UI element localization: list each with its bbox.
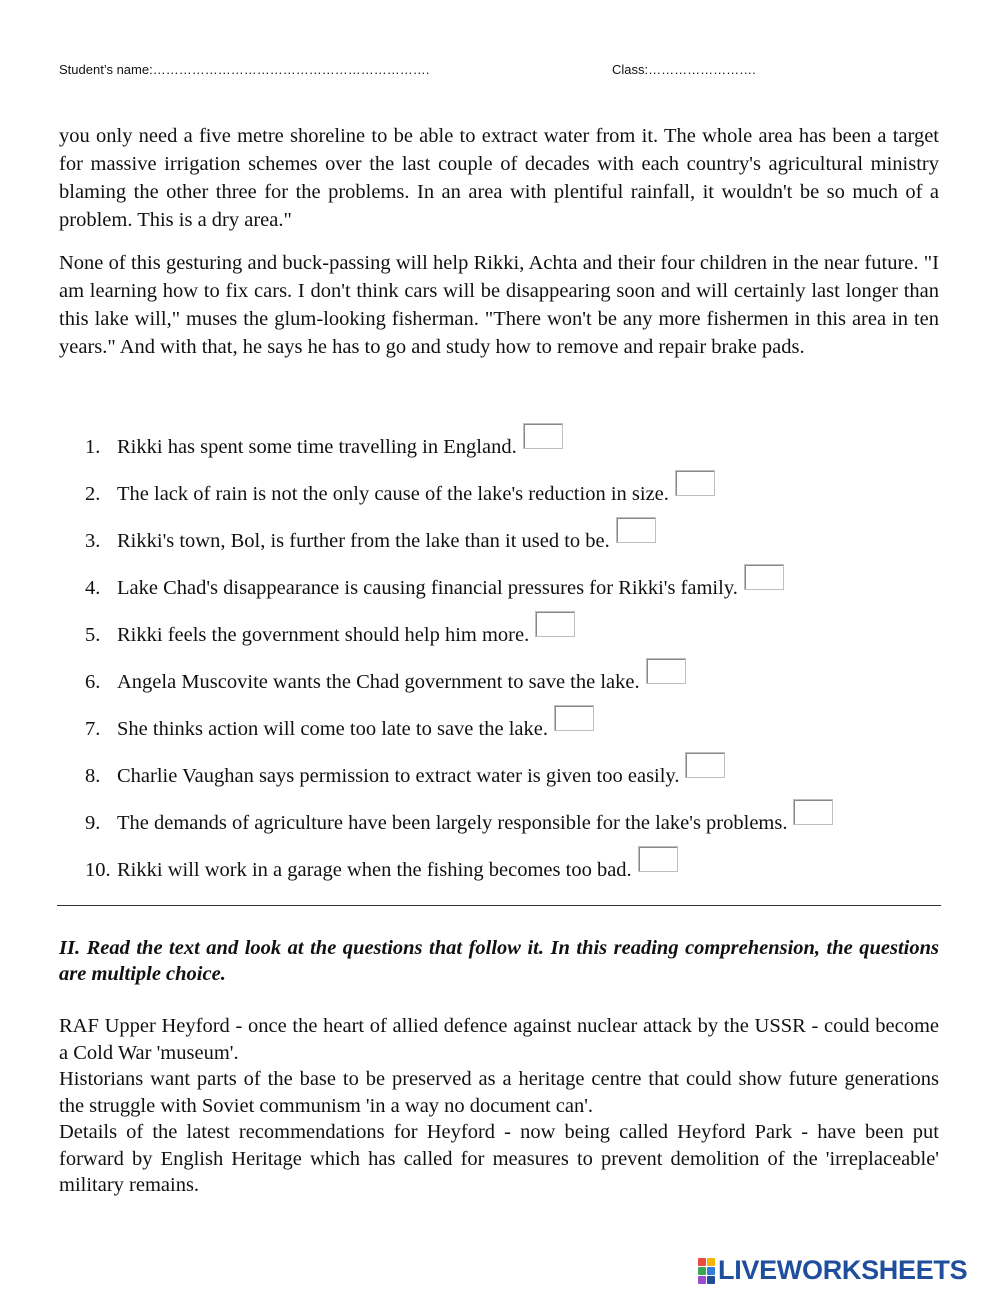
question-text: Charlie Vaughan says permission to extract water is given too easily. xyxy=(117,765,680,787)
question-text: The demands of agriculture have been largely responsible for the lake's problems. xyxy=(117,812,788,834)
answer-box[interactable] xyxy=(685,752,725,778)
question-number: 1. xyxy=(85,436,101,458)
section-divider xyxy=(57,905,941,906)
question-number: 9. xyxy=(85,812,101,834)
answer-box[interactable] xyxy=(793,799,833,825)
logo-square xyxy=(707,1258,715,1266)
question-text: Rikki's town, Bol, is further from the lake than it used to be. xyxy=(117,530,610,552)
section-2-heading: II. Read the text and look at the questions that follow it. In this reading comprehension, the questions are multiple choice. xyxy=(59,937,939,985)
liveworksheets-logo xyxy=(698,1255,967,1286)
passage-2-line: Historians want parts of the base to be preserved as a heritage centre that could show future generations the struggle with Soviet communism 'in a way no document can'. xyxy=(59,1068,939,1117)
question-text: Rikki will work in a garage when the fishing becomes too bad. xyxy=(117,859,632,881)
question-text: Angela Muscovite wants the Chad government to save the lake. xyxy=(117,671,640,693)
question-number: 4. xyxy=(85,577,101,599)
logo-square xyxy=(698,1276,706,1284)
question-item xyxy=(59,801,939,848)
question-number: 7. xyxy=(85,718,101,740)
question-item xyxy=(59,566,939,613)
answer-box[interactable] xyxy=(535,611,575,637)
question-text: Lake Chad's disappearance is causing financial pressures for Rikki's family. xyxy=(117,577,738,599)
logo-text: LIVEWORKSHEETS xyxy=(718,1255,968,1285)
question-text: The lack of rain is not the only cause of the lake's reduction in size. xyxy=(117,483,669,505)
question-number: 10. xyxy=(85,859,111,881)
true-false-question-list xyxy=(59,425,939,895)
question-item xyxy=(59,425,939,472)
question-item xyxy=(59,754,939,801)
answer-box[interactable] xyxy=(675,470,715,496)
passage-2-line: RAF Upper Heyford - once the heart of allied defence against nuclear attack by the USSR - could become a Cold War 'museum'. xyxy=(59,1015,939,1064)
passage-paragraph-1: you only need a five metre shoreline to be able to extract water from it. The whole area has been a target for massive irrigation schemes over the last couple of decades with each country's agricultural ministry blaming the other three for the problems. In an area with plentiful rainfall, it wouldn't be so much of a problem. This is a dry area." xyxy=(59,125,939,231)
question-item xyxy=(59,613,939,660)
question-number: 3. xyxy=(85,530,101,552)
answer-box[interactable] xyxy=(744,564,784,590)
logo-square xyxy=(698,1258,706,1266)
answer-box[interactable] xyxy=(638,846,678,872)
question-number: 6. xyxy=(85,671,101,693)
answer-box[interactable] xyxy=(523,423,563,449)
passage-2-line: Details of the latest recommendations for Heyford - now being called Heyford Park - have been put forward by English Heritage which has called for measures to prevent demolition of the 'irreplaceable' military remains. xyxy=(59,1121,939,1196)
passage-paragraph-2: None of this gesturing and buck-passing will help Rikki, Achta and their four children in the near future. "I am learning how to fix cars. I don't think cars will be disappearing soon and will certainly last longer than this lake will," muses the glum-looking fisherman. "There won't be any more fishermen in this area in ten years." And with that, he says he has to go and study how to remove and repair brake pads. xyxy=(59,252,939,358)
question-text: Rikki has spent some time travelling in England. xyxy=(117,436,517,458)
logo-mark-icon xyxy=(698,1258,715,1284)
answer-box[interactable] xyxy=(646,658,686,684)
question-item xyxy=(59,848,939,895)
logo-square xyxy=(707,1276,715,1284)
question-number: 8. xyxy=(85,765,101,787)
question-item xyxy=(59,472,939,519)
student-name-field[interactable]: Student’s name:………………………………………………………. xyxy=(59,62,430,77)
question-number: 2. xyxy=(85,483,101,505)
logo-square xyxy=(698,1267,706,1275)
logo-square xyxy=(707,1267,715,1275)
passage-2 xyxy=(59,1013,939,1199)
answer-box[interactable] xyxy=(554,705,594,731)
question-text: She thinks action will come too late to save the lake. xyxy=(117,718,548,740)
question-item xyxy=(59,660,939,707)
question-text: Rikki feels the government should help him more. xyxy=(117,624,530,646)
class-field[interactable]: Class:……………………. xyxy=(612,62,756,77)
question-item xyxy=(59,707,939,754)
question-number: 5. xyxy=(85,624,101,646)
answer-box[interactable] xyxy=(616,517,656,543)
question-item xyxy=(59,519,939,566)
